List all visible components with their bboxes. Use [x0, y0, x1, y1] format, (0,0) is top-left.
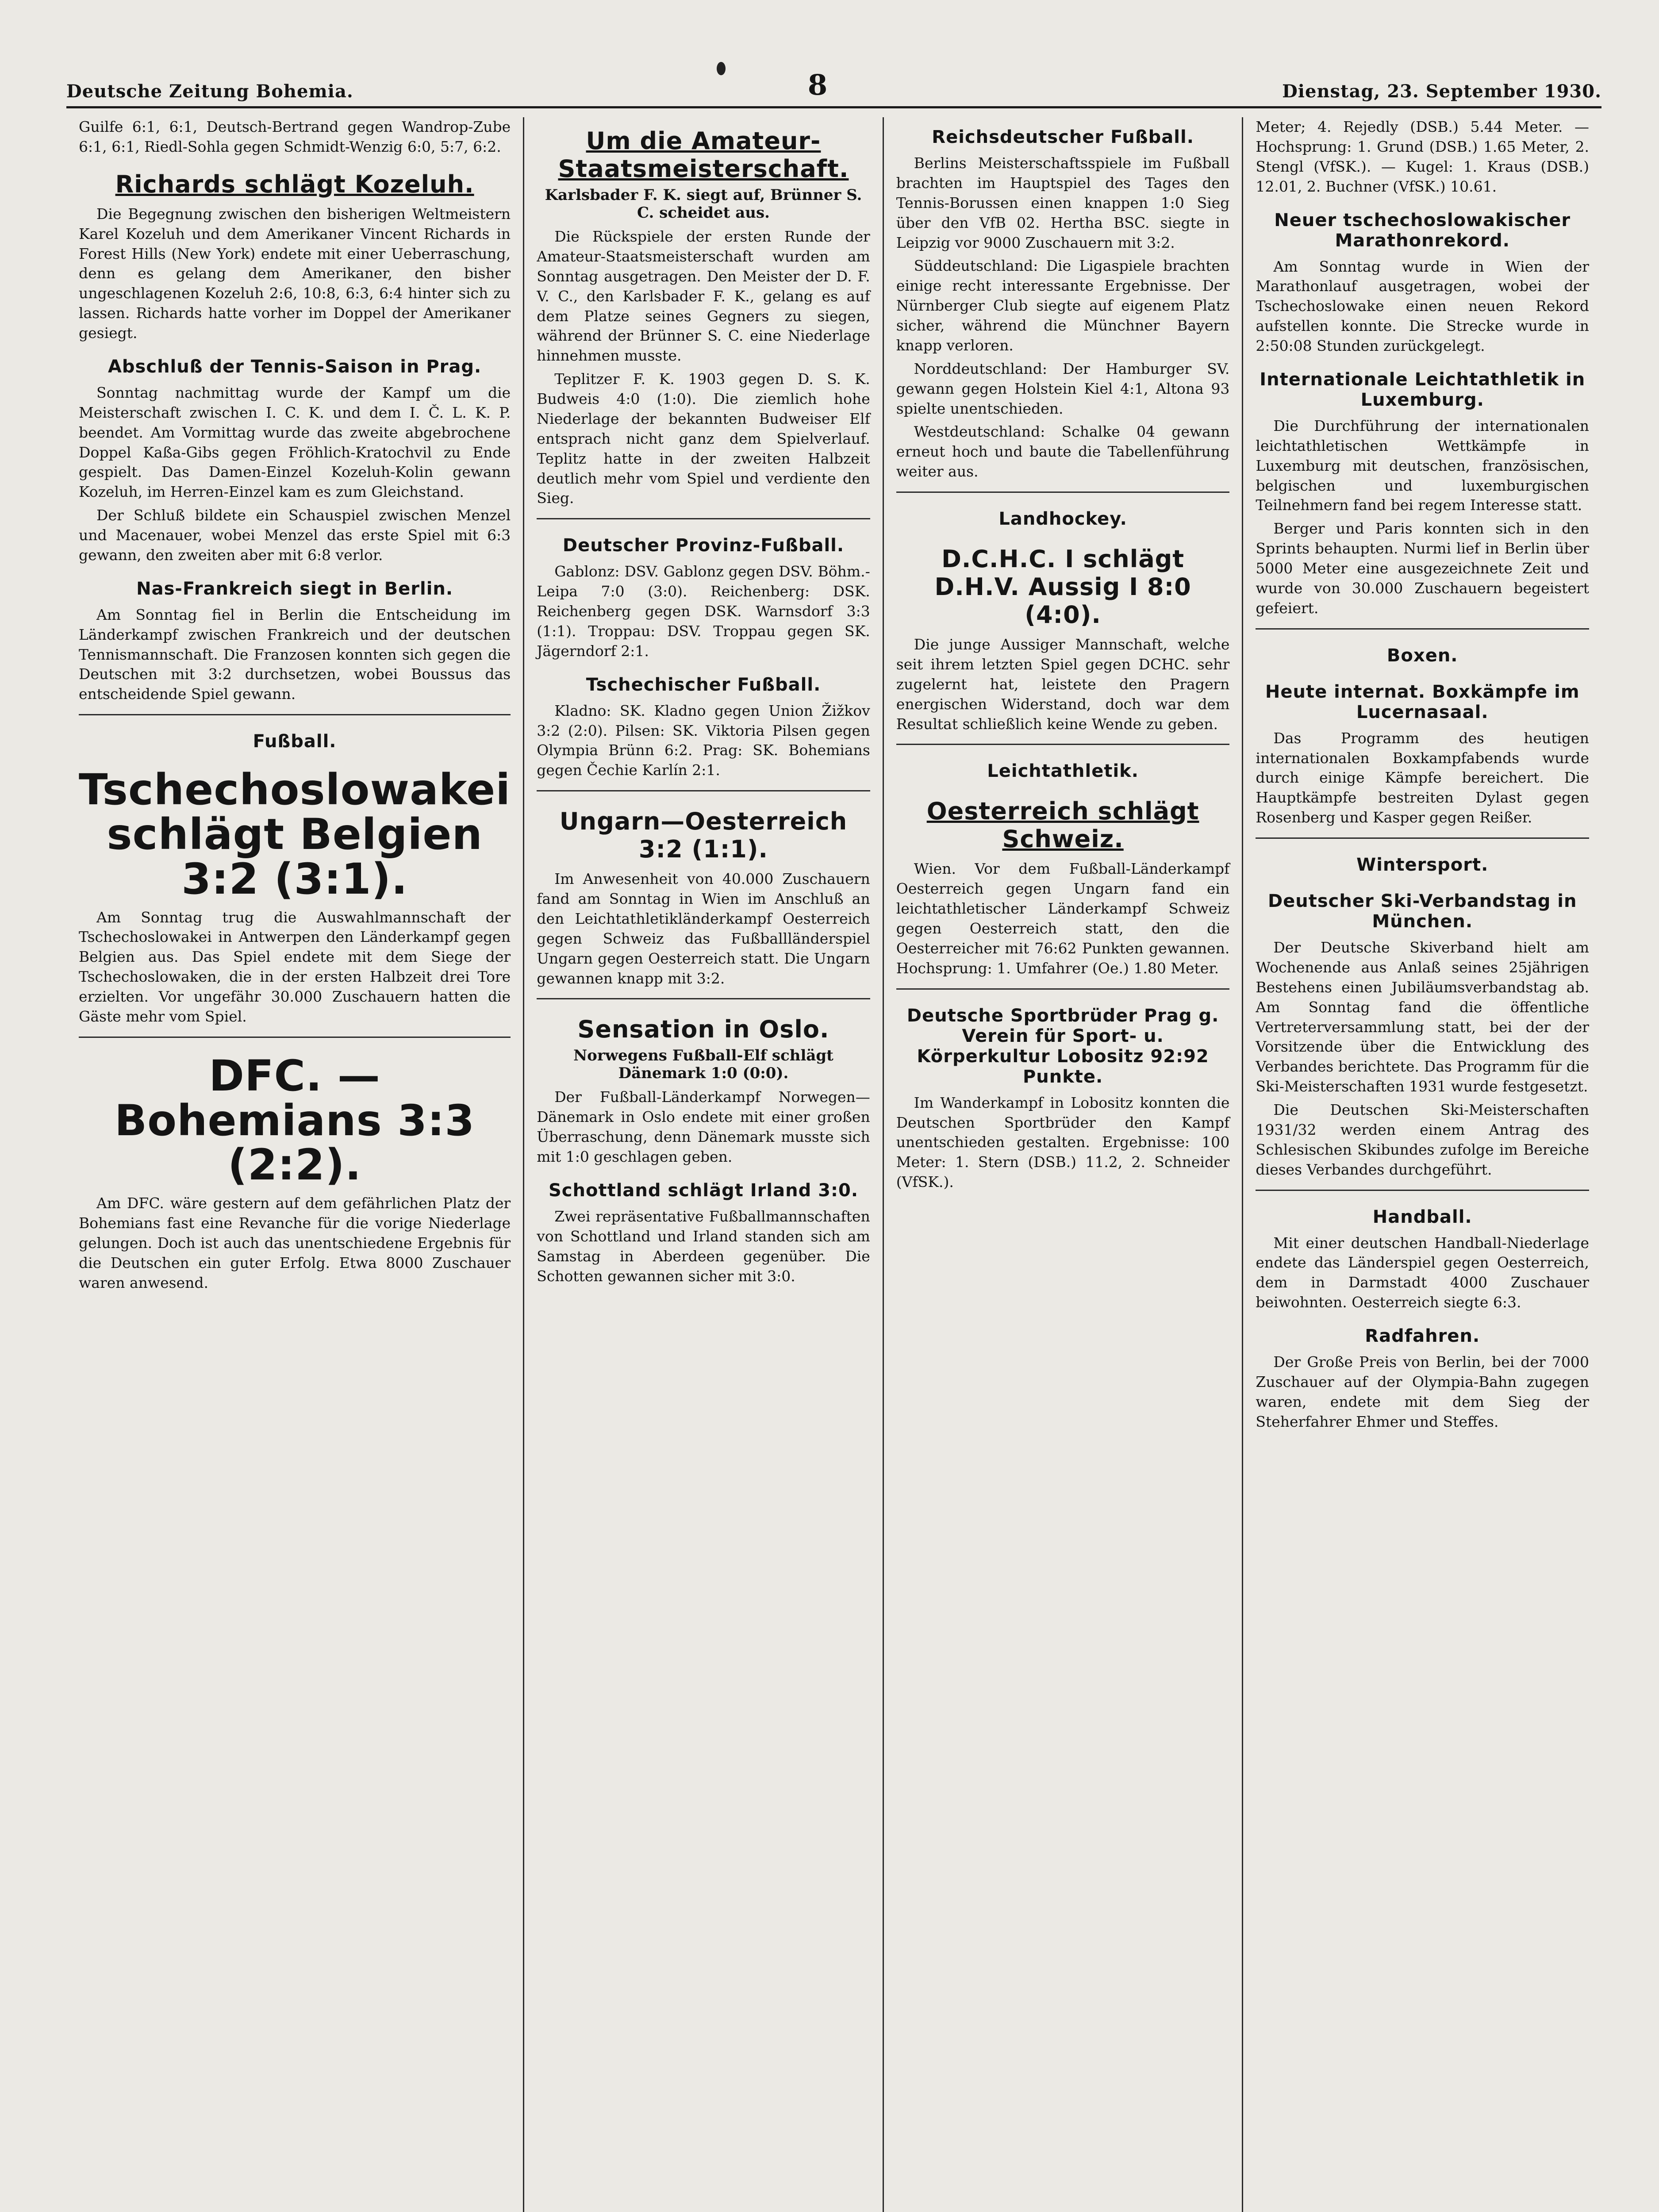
subheadline: Norwegens Fußball-Elf schlägt Dänemark 1:0 (0:0).: [573, 1047, 833, 1083]
paragraph: Die junge Aussiger Mannschaft, welche seit ihrem letzten Spiel gegen DCHC. sehr zugelernt hat, leistete den Pragern energischen Widerstand, doch war dem Resultat schließlich keine Wende zu geben.: [896, 636, 1230, 733]
column-4: [1243, 117, 1601, 2212]
paragraph: Das Programm des heutigen internationalen Boxkampfabends wurde durch einige Kämpfe bereichert. Die Hauptkämpfe bestreiten Dylast gegen Rosenberg und Kasper gegen Reißer.: [1256, 729, 1590, 826]
headline: Deutscher Ski-Verbandstag in München.: [1267, 891, 1577, 932]
divider: [537, 790, 870, 791]
headline: Heute internat. Boxkämpfe im Lucernasaal.: [1265, 681, 1580, 722]
paragraph: Norddeutschland: Der Hamburger SV. gewann gegen Holstein Kiel 4:1, Altona 93 spielte unentschieden.: [896, 360, 1230, 417]
section-heading: Handball.: [1372, 1206, 1472, 1227]
paragraph: Am Sonntag wurde in Wien der Marathonlauf ausgetragen, wobei der Tschechoslowake einen neuen Rekord aufstellen konnte. Die Strecke wurde in 2:50:08 Stunden zurückgelegt.: [1256, 257, 1590, 354]
issue-date: Dienstag, 23. September 1930.: [1282, 81, 1601, 102]
divider: [896, 988, 1230, 990]
section-heading: Wintersport.: [1356, 855, 1489, 875]
paragraph: Gablonz: DSV. Gablonz gegen DSV. Böhm.-Leipa 7:0 (3:0). Reichenberg: DSK. Reichenberg gegen DSK. Warnsdorf 3:3 (1:1). Troppau: DSV. Troppau gegen SK. Jägerndorf 2:1.: [537, 563, 870, 660]
headline: Nas-Frankreich siegt in Berlin.: [136, 578, 453, 599]
column-3: [884, 117, 1244, 2212]
paragraph: Westdeutschland: Schalke 04 gewann erneut hoch und baute die Tabellenführung weiter aus.: [896, 423, 1230, 480]
divider: [896, 744, 1230, 745]
headline: Tschechischer Fußball.: [586, 674, 821, 695]
paragraph: Der Große Preis von Berlin, bei der 7000 Zuschauer auf der Olympia-Bahn zugegen waren, endete mit dem Sieg der Steherfahrer Ehmer und Steffes.: [1256, 1353, 1590, 1430]
paragraph: Am DFC. wäre gestern auf dem gefährlichen Platz der Bohemians fast eine Revanche für die vorige Niederlage gelungen. Doch ist auch das unentschiedene Ergebnis für die Deutschen ein guter Erfolg. Etwa 8000 Zuschauer waren anwesend.: [79, 1194, 511, 1291]
paragraph: Guilfe 6:1, 6:1, Deutsch-Bertrand gegen Wandrop-Zube 6:1, 6:1, Riedl-Sohla gegen Schmidt-Wenzig 6:0, 5:7, 6:2.: [79, 118, 511, 155]
headline: Oesterreich schlägt Schweiz.: [926, 797, 1199, 853]
paragraph: Meter; 4. Rejedly (DSB.) 5.44 Meter. — Hochsprung: 1. Grund (DSB.) 1.65 Meter, 2. Stengl (VfSK.). — Kugel: 1. Kraus (DSB.) 12.01, 2. Buchner (VfSK.) 10.61.: [1256, 118, 1590, 195]
paragraph: Im Wanderkampf in Lobositz konnten die Deutschen Sportbrüder den Kampf unentschieden gestalten. Ergebnisse: 100 Meter: 1. Stern (DSB.) 11.2, 2. Schneider (VfSK.).: [896, 1094, 1230, 1191]
divider: [537, 998, 870, 999]
headline-large: Tschechoslowakei schlägt Belgien 3:2 (3:1).: [79, 765, 511, 904]
headline: Internationale Leichtathletik in Luxemburg.: [1260, 369, 1586, 410]
paragraph: Die Begegnung zwischen den bisherigen Weltmeistern Karel Kozeluh und dem Amerikaner Vincent Richards in Forest Hills (New York) endete mit einer Ueberraschung, denn es gelang dem Amerikaner, den bisher ungeschlagenen Kozeluh 2:6, 10:8, 6:3, 6:4 hinter sich zu lassen. Richards hatte vorher im Doppel der Amerikaner gesiegt.: [79, 205, 511, 342]
section-heading: Radfahren.: [1365, 1326, 1480, 1346]
section-heading: Landhockey.: [998, 509, 1127, 529]
paragraph: Die Rückspiele der ersten Runde der Amateur-Staatsmeisterschaft wurden am Sonntag ausgetragen. Den Meister der D. F. V. C., den Karlsbader F. K., gelang es auf dem Platze seines Gegners zu siegen, während der Brünner S. C. eine Niederlage hinnehmen musste.: [537, 228, 870, 365]
headline: D.C.H.C. I schlägt D.H.V. Aussig I 8:0 (4:0).: [934, 545, 1191, 629]
headline: Ungarn—Oesterreich 3:2 (1:1).: [559, 807, 848, 864]
section-heading: Boxen.: [1386, 645, 1458, 666]
column-1: [66, 117, 524, 2212]
fold-hole-mark: [717, 62, 726, 75]
divider: [896, 492, 1230, 493]
headline: Reichsdeutscher Fußball.: [932, 127, 1194, 147]
page-number: 8: [807, 69, 828, 102]
paragraph: Am Sonntag trug die Auswahlmannschaft der Tschechoslowakei in Antwerpen den Länderkampf gegen Belgien aus. Das Spiel endete mit dem Siege der Tschechoslowaken, die in der ersten Halbzeit drei Tore erzielten. Vor ungefähr 30.000 Zuschauern hatten die Gäste mehr vom Spiel.: [79, 908, 511, 1025]
section-heading: Fußball.: [253, 731, 337, 752]
paragraph: Der Fußball-Länderkampf Norwegen—Dänemark in Oslo endete mit einer großen Überraschung, denn Dänemark musste sich mit 1:0 geschlagen geben.: [537, 1088, 870, 1165]
divider: [1256, 1190, 1589, 1191]
subheadline: Karlsbader F. K. siegt auf, Brünner S. C. scheidet aus.: [545, 186, 862, 222]
paragraph: Sonntag nachmittag wurde der Kampf um die Meisterschaft zwischen I. C. K. und dem I. Č. L. K. P. beendet. Am Vormittag wurde das zweite abgebrochene Doppel Kaßa-Gibs gegen Fröhlich-Kratochvil zu Ende gespielt. Das Damen-Einzel Kozeluh-Kolin gewann Kozeluh, im Herren-Einzel kam es zum Gleichstand.: [79, 384, 511, 501]
headline: Sensation in Oslo.: [577, 1015, 830, 1044]
section-heading: Leichtathletik.: [987, 761, 1139, 782]
paragraph: Mit einer deutschen Handball-Niederlage endete das Länderspiel gegen Oesterreich, dem in Darmstadt 4000 Zuschauer beiwohnten. Oesterreich siegte 6:3.: [1256, 1234, 1590, 1311]
paragraph: Kladno: SK. Kladno gegen Union Žižkov 3:2 (2:0). Pilsen: SK. Viktoria Pilsen gegen Olympia Brünn 6:2. Prag: SK. Bohemians gegen Čechie Karlín 2:1.: [537, 702, 870, 779]
headline-large: DFC. — Bohemians 3:3 (2:2).: [115, 1051, 475, 1190]
divider: [79, 1037, 511, 1038]
paragraph: Berlins Meisterschaftsspiele im Fußball brachten im Hauptspiel des Tages den Tennis-Borussen einen knappen 1:0 Sieg über den VfB 02. Hertha BSC. siegte in Leipzig vor 9000 Zuschauern mit 3:2.: [896, 154, 1230, 251]
divider: [1256, 628, 1589, 630]
paragraph: Der Schluß bildete ein Schauspiel zwischen Menzel und Macenauer, wobei Menzel das erste Spiel mit 6:3 gewann, den zweiten aber mit 6:8 verlor.: [79, 507, 511, 564]
divider: [1256, 837, 1589, 839]
paragraph: Berger und Paris konnten sich in den Sprints behaupten. Nurmi lief in Berlin über 5000 Meter eine ausgezeichnete Zeit und wurde von 30.000 Zuschauern begeistert gefeiert.: [1256, 520, 1590, 617]
headline: Um die Amateur-Staatsmeisterschaft.: [558, 127, 849, 183]
paragraph: Süddeutschland: Die Ligaspiele brachten einige recht interessante Ergebnisse. Der Nürnberger Club siegte auf eigenem Platz sicher, während die Münchner Bayern knapp verloren.: [896, 257, 1230, 354]
headline: Richards schlägt Kozeluh.: [115, 170, 474, 198]
divider: [537, 518, 870, 519]
columns: [66, 117, 1601, 2212]
paper-name: Deutsche Zeitung Bohemia.: [66, 81, 353, 102]
paragraph: Im Anwesenheit von 40.000 Zuschauern fand am Sonntag in Wien im Anschluß an den Leichtathletikländerkampf Oesterreich gegen Schweiz das Fußballländerspiel Ungarn gegen Oesterreich statt. Die Ungarn gewannen knapp mit 3:2.: [537, 870, 870, 987]
headline: Abschluß der Tennis-Saison in Prag.: [108, 356, 482, 377]
paragraph: Zwei repräsentative Fußballmannschaften von Schottland und Irland standen sich am Samstag in Aberdeen gegenüber. Die Schotten gewannen sicher mit 3:0.: [537, 1207, 870, 1285]
paragraph: Der Deutsche Skiverband hielt am Wochenende aus Anlaß seines 25jährigen Bestehens einen Jubiläumsverbandstag ab. Am Sonntag fand die öffentliche Vertreterversammlung statt, bei der der Vorsitzende über die Entwicklung des Verbandes berichtete. Das Programm für die Ski-Meisterschaften 1931 wurde festgesetzt.: [1256, 939, 1590, 1095]
headline: Deutscher Provinz-Fußball.: [562, 535, 845, 556]
divider: [79, 714, 511, 715]
paragraph: Die Deutschen Ski-Meisterschaften 1931/32 werden einem Antrag des Schlesischen Skibundes zufolge im Bereiche dieses Verbandes durchgeführt.: [1256, 1101, 1590, 1178]
column-2: [524, 117, 884, 2212]
paragraph: Am Sonntag fiel in Berlin die Entscheidung im Länderkampf zwischen Frankreich und der deutschen Tennismannschaft. Die Franzosen konnten sich gegen die Deutschen mit 3:2 durchsetzen, wobei Boussus das entscheidende Spiel gewann.: [79, 606, 511, 703]
headline: Neuer tschechoslowakischer Marathonrekord.: [1274, 210, 1571, 251]
headline: Schottland schlägt Irland 3:0.: [548, 1180, 859, 1201]
paragraph: Wien. Vor dem Fußball-Länderkampf Oesterreich gegen Ungarn fand ein leichtathletischer Länderkampf Schweiz gegen Oesterreich statt, den die Oesterreicher mit 76:62 Punkten gewannen. Hochsprung: 1. Umfahrer (Oe.) 1.80 Meter.: [896, 860, 1230, 977]
paragraph: Teplitzer F. K. 1903 gegen D. S. K. Budweis 4:0 (1:0). Die ziemlich hohe Niederlage der bekannten Budweiser Elf entsprach nicht ganz dem Spielverlauf. Teplitz hatte in der zweiten Halbzeit deutlich mehr vom Spiel und verdiente den Sieg.: [537, 370, 870, 507]
headline: Deutsche Sportbrüder Prag g. Verein für Sport- u. Körperkultur Lobositz 92:92 Punkte.: [906, 1005, 1219, 1087]
masthead: [66, 66, 1601, 108]
paragraph: Die Durchführung der internationalen leichtathletischen Wettkämpfe in Luxemburg mit deutschen, französischen, belgischen und luxemburgischen Teilnehmern fand bei regem Interesse statt.: [1256, 417, 1590, 514]
